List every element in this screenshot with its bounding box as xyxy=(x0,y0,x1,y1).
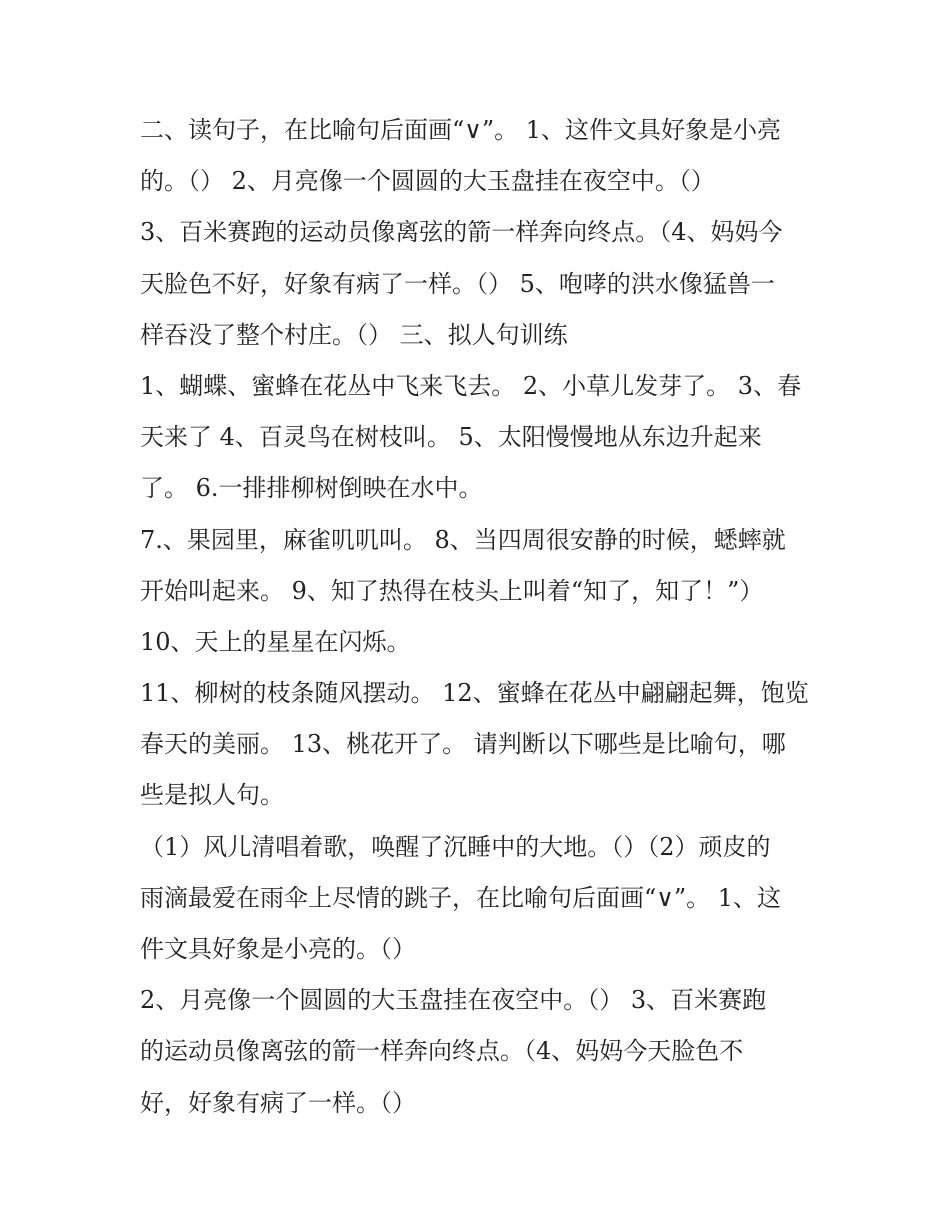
text-line: 天来了 4、百灵鸟在树枝叫。 5、太阳慢慢地从东边升起来 xyxy=(140,423,762,452)
text-line: 好，好象有病了一样。（） xyxy=(140,1088,416,1117)
text-line: 件文具好象是小亮的。（） xyxy=(140,935,416,963)
text-line: 开始叫起来。 9、知了热得在枝头上叫着“知了，知了！”） xyxy=(140,576,764,605)
text-line: 3、百米赛跑的运动员像离弦的箭一样奔向终点。（4、妈妈今 xyxy=(140,218,783,247)
text-line: 二、读句子，在比喻句后面画“∨”。 1、这件文具好象是小亮 xyxy=(140,116,782,144)
text-line: 11、柳树的枝条随风摆动。 12、蜜蜂在花丛中翩翩起舞，饱览 xyxy=(140,679,809,708)
text-line: （1）风儿清唱着歌，唤醒了沉睡中的大地。（）（2）顽皮的 xyxy=(140,832,771,861)
text-line: 春天的美丽。 13、桃花开了。 请判断以下哪些是比喻句，哪 xyxy=(140,730,786,759)
text-line: 天脸色不好，好象有病了一样。（） 5、咆哮的洪水像猛兽一 xyxy=(140,269,775,298)
text-line: 了。 6.一排排柳树倒映在水中。 xyxy=(140,474,483,503)
document-body xyxy=(140,105,830,1129)
text-line: 雨滴最爱在雨伞上尽情的跳子，在比喻句后面画“∨”。 1、这 xyxy=(140,883,782,912)
text-line: 7.、果园里，麻雀叽叽叫。 8、当四周很安静的时候，蟋蟀就 xyxy=(140,525,786,554)
text-line: 些是拟人句。 xyxy=(140,781,284,810)
text-line: 2、月亮像一个圆圆的大玉盘挂在夜空中。（） 3、百米赛跑 xyxy=(140,986,767,1015)
text-line: 样吞没了整个村庄。（） 三、拟人句训练 xyxy=(140,320,568,349)
text-line: 的运动员像离弦的箭一样奔向终点。（4、妈妈今天脸色不 xyxy=(140,1037,744,1066)
text-line: 的。（） 2、月亮像一个圆圆的大玉盘挂在夜空中。（） xyxy=(140,167,715,196)
text-line: 10、天上的星星在闪烁。 xyxy=(140,627,411,656)
text-line: 1、蝴蝶、蜜蜂在花丛中飞来飞去。 2、小草儿发芽了。 3、春 xyxy=(140,371,802,400)
